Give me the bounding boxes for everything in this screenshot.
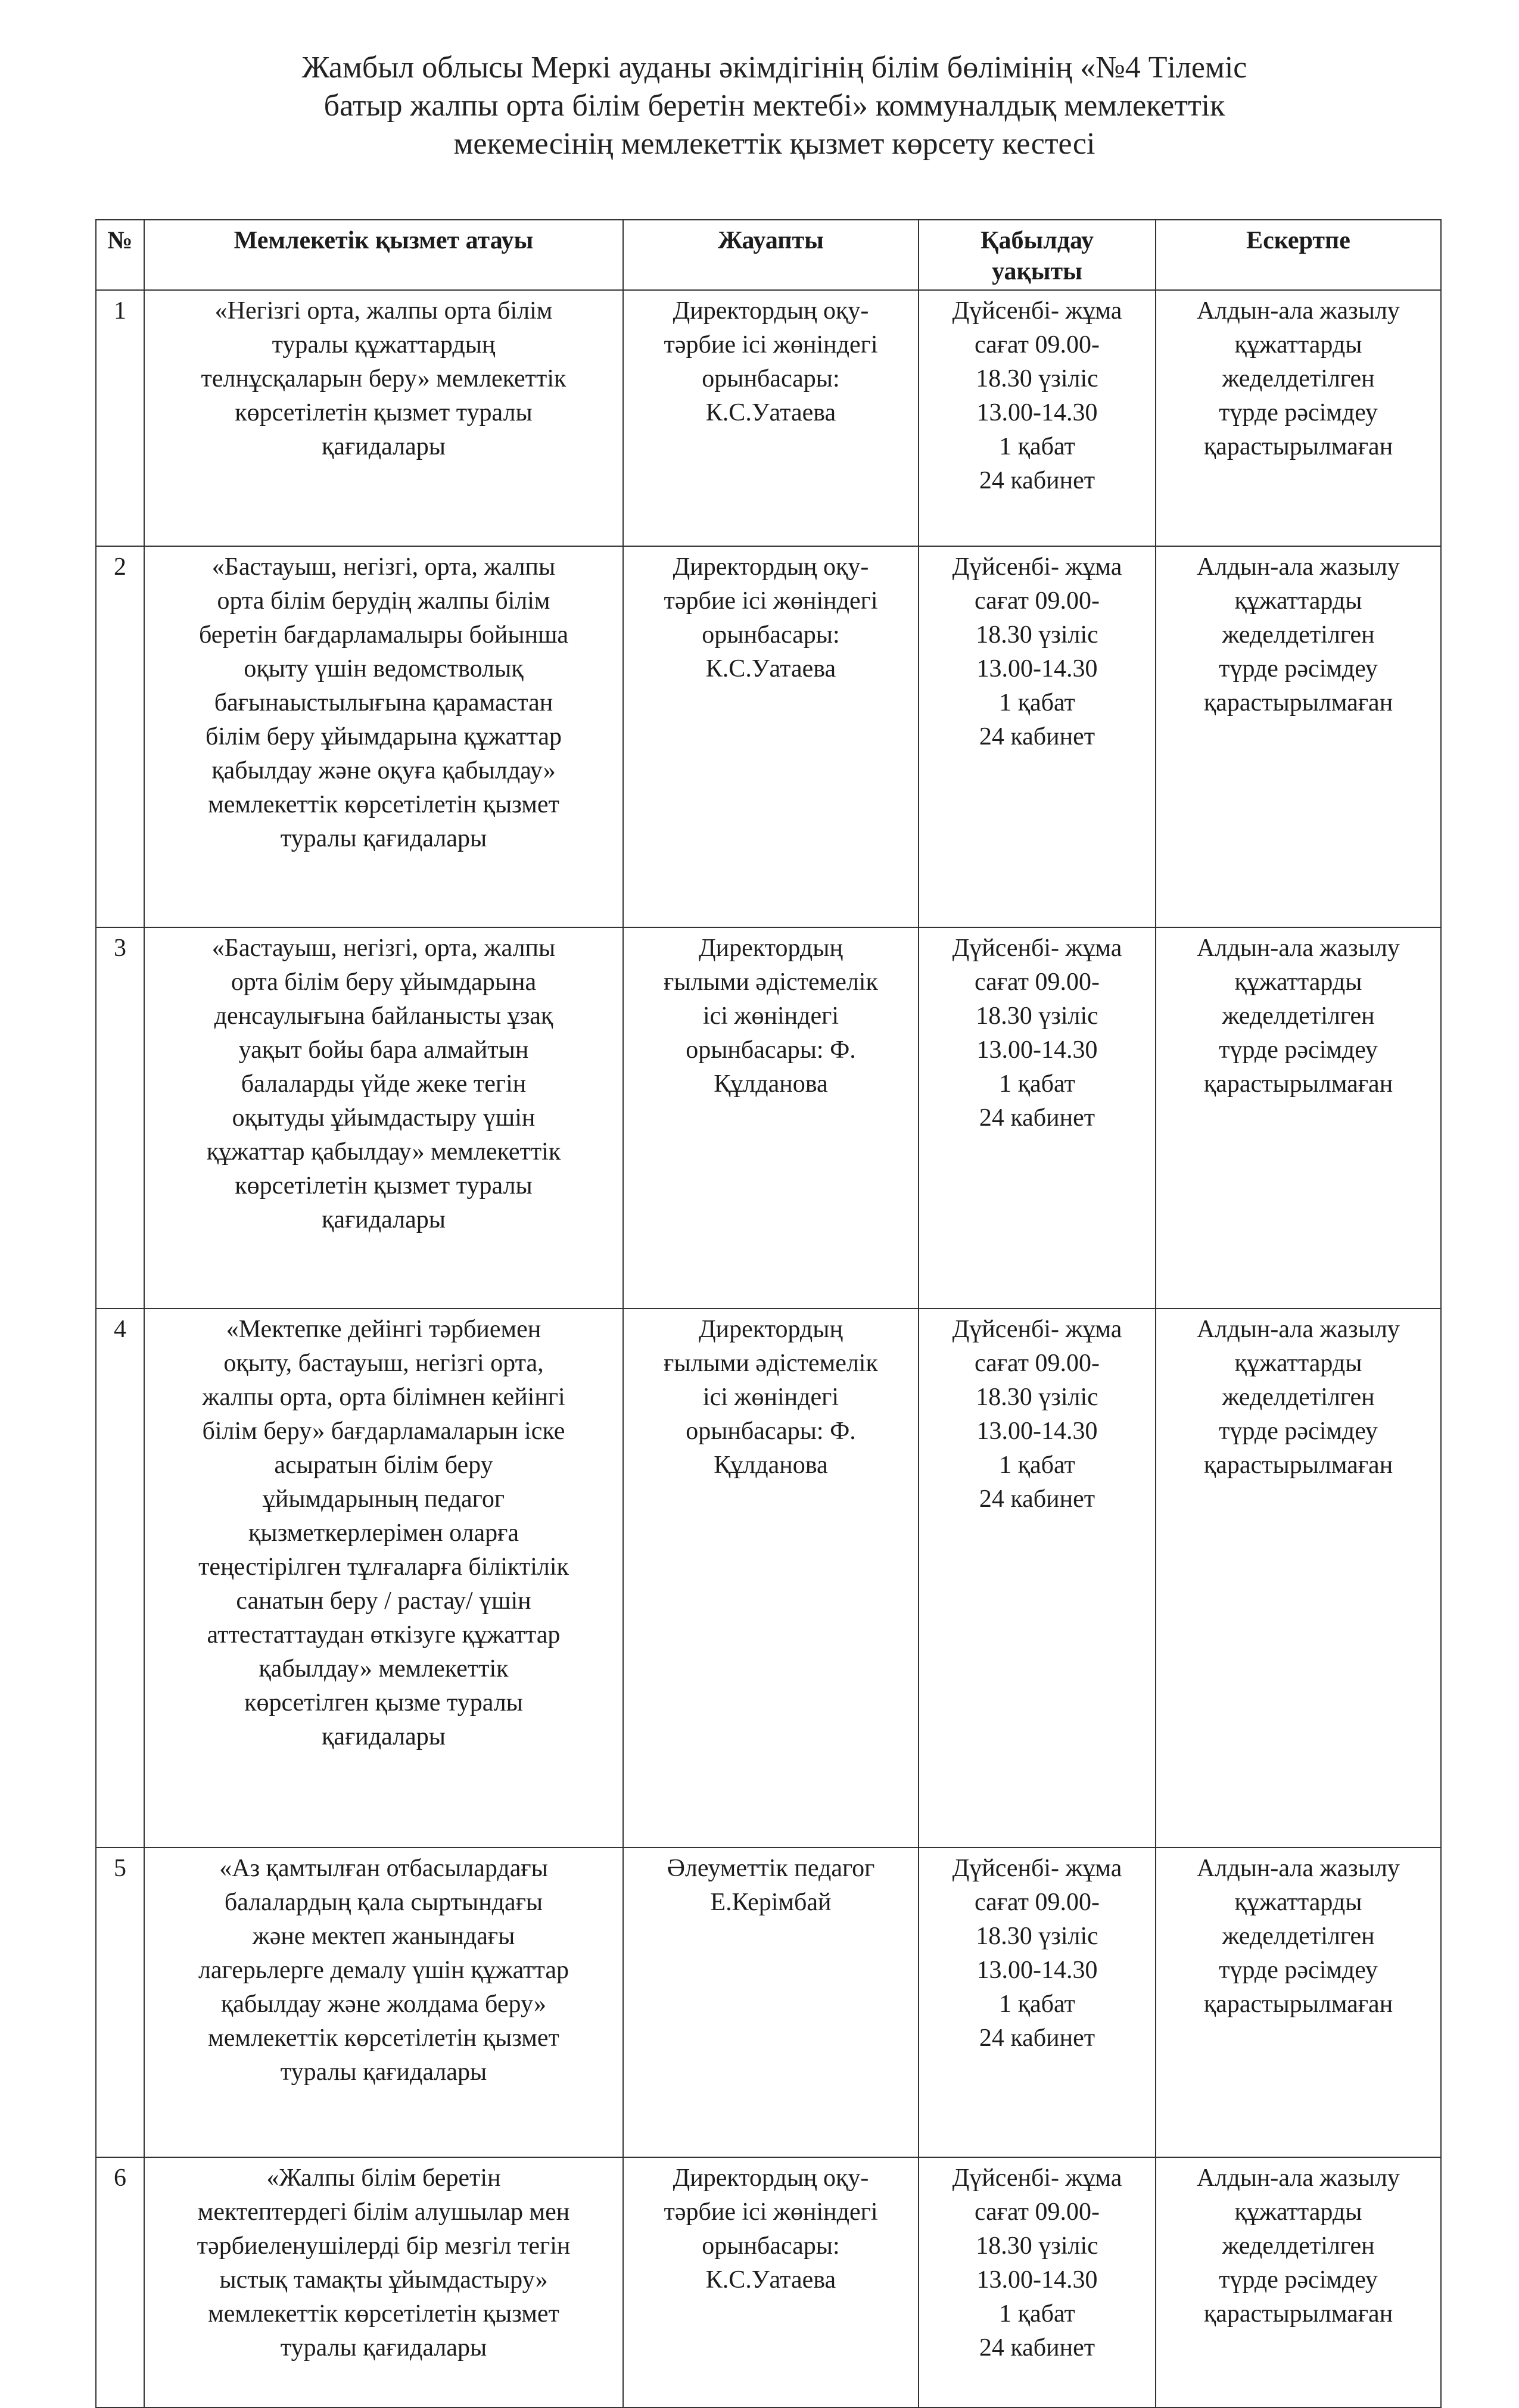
note-cell — [1156, 1309, 1441, 1848]
cell-line: Алдын-ала жазылу — [1197, 1855, 1400, 1882]
cell-line: 18.30 үзіліс — [976, 1384, 1098, 1411]
cell-line: қарастырылмаған — [1203, 1451, 1393, 1479]
cell-line: аттестаттаудан өткізуге құжаттар — [207, 1621, 561, 1649]
cell-line: оқыту, бастауыш, негізгі орта, — [223, 1350, 544, 1377]
note-cell — [1156, 290, 1441, 546]
cell-line: құжаттарды — [1234, 1889, 1362, 1916]
cell-line: орынбасары: — [702, 2232, 840, 2260]
cell-line: құжаттарды — [1234, 1350, 1362, 1377]
cell-line: қарастырылмаған — [1203, 433, 1393, 460]
note-cell — [1156, 1848, 1441, 2157]
cell-line: Дүйсенбі- жұма — [952, 2164, 1122, 2192]
cell-line: тәрбиеленушілерді бір мезгіл тегін — [197, 2232, 571, 2260]
cell-line: Дүйсенбі- жұма — [952, 1855, 1122, 1882]
document-title — [238, 49, 1311, 163]
cell-line: ыстық тамақты ұйымдастыру» — [219, 2266, 548, 2294]
cell-line: 1 қабат — [999, 433, 1075, 460]
cell-line: қарастырылмаған — [1203, 1990, 1393, 2018]
cell-line: Алдын-ала жазылу — [1197, 934, 1400, 962]
cell-line: балаларды үйде жеке тегін — [241, 1070, 527, 1098]
cell-line: білім беру ұйымдарына құжаттар — [205, 723, 562, 750]
cell-line: жалпы орта, орта білімнен кейінгі — [202, 1384, 565, 1411]
reception-time-cell — [919, 927, 1156, 1309]
cell-line: білім беру» бағдарламаларын іске — [202, 1418, 565, 1445]
cell-line: мемлекеттік көрсетілетін қызмет — [208, 791, 559, 818]
service-name-cell — [144, 927, 623, 1309]
row-number-cell: 5 — [96, 1848, 144, 2157]
cell-line: қабылдау және жолдама беру» — [220, 1990, 547, 2018]
cell-line: сағат 09.00- — [975, 2198, 1100, 2226]
note-cell — [1156, 546, 1441, 927]
cell-line: 24 кабинет — [979, 2334, 1095, 2362]
cell-line: «Мектепке дейінгі тәрбиемен — [226, 1316, 541, 1343]
cell-line: Алдын-ала жазылу — [1197, 553, 1400, 581]
cell-line: беретін бағдарламалыры бойынша — [198, 621, 569, 649]
table-body — [96, 290, 1441, 2407]
service-name-cell — [144, 1848, 623, 2157]
cell-line: жеделдетілген — [1222, 1384, 1375, 1411]
table-row — [96, 290, 1441, 546]
cell-line: ғылыми әдістемелік — [664, 1350, 878, 1377]
header-responsible: Жауапты — [623, 220, 919, 290]
cell-line: туралы қағидалары — [280, 2058, 487, 2086]
note-cell — [1156, 927, 1441, 1309]
cell-line: қарастырылмаған — [1203, 689, 1393, 717]
cell-line: Құлданова — [714, 1451, 828, 1479]
responsible-cell — [623, 927, 919, 1309]
cell-line: Әлеуметтік педагог — [667, 1855, 875, 1882]
header-line: Қабылдау — [980, 227, 1094, 254]
row-number-cell: 3 — [96, 927, 144, 1309]
cell-line: тәрбие ісі жөніндегі — [664, 587, 878, 615]
cell-line: ісі жөніндегі — [702, 1384, 839, 1411]
cell-line: құжаттар қабылдау» мемлекеттік — [206, 1138, 561, 1166]
cell-line: құжаттарды — [1234, 587, 1362, 615]
cell-line: «Аз қамтылған отбасылардағы — [219, 1855, 548, 1882]
responsible-cell — [623, 1309, 919, 1848]
cell-line: орынбасары: Ф. — [686, 1036, 856, 1064]
cell-line: бағынаыстылығына қарамастан — [214, 689, 553, 717]
cell-line: 18.30 үзіліс — [976, 365, 1098, 392]
cell-line: 13.00-14.30 — [976, 1957, 1098, 1984]
cell-line: түрде рәсімдеу — [1219, 655, 1378, 683]
row-number-cell: 4 — [96, 1309, 144, 1848]
cell-line: оқыту үшін ведомстволық — [244, 655, 524, 683]
cell-line: сағат 09.00- — [975, 331, 1100, 359]
cell-line: 1 қабат — [999, 1070, 1075, 1098]
header-note: Ескертпе — [1156, 220, 1441, 290]
service-name-cell — [144, 290, 623, 546]
cell-line: 18.30 үзіліс — [976, 2232, 1098, 2260]
title-line: батыр жалпы орта білім беретін мектебі» коммуналдық мемлекеттік — [323, 89, 1225, 123]
cell-line: Директордың оқу- — [673, 297, 869, 325]
cell-line: 24 кабинет — [979, 467, 1095, 494]
row-number-cell: 2 — [96, 546, 144, 927]
cell-line: «Жалпы білім беретін — [266, 2164, 501, 2192]
reception-time-cell — [919, 546, 1156, 927]
cell-line: жеделдетілген — [1222, 1002, 1375, 1030]
cell-line: түрде рәсімдеу — [1219, 1418, 1378, 1445]
cell-line: Директордың оқу- — [673, 2164, 869, 2192]
cell-line: Дүйсенбі- жұма — [952, 1316, 1122, 1343]
cell-line: К.С.Уатаева — [705, 655, 836, 683]
table-row — [96, 1848, 1441, 2157]
service-name-cell — [144, 1309, 623, 1848]
cell-line: сағат 09.00- — [975, 1350, 1100, 1377]
cell-line: 1 қабат — [999, 2300, 1075, 2328]
cell-line: асыратын білім беру — [274, 1451, 493, 1479]
table-row — [96, 1309, 1441, 1848]
cell-line: 1 қабат — [999, 689, 1075, 717]
responsible-cell — [623, 546, 919, 927]
table-row — [96, 546, 1441, 927]
cell-line: Директордың — [699, 1316, 843, 1343]
cell-line: сағат 09.00- — [975, 1889, 1100, 1916]
reception-time-cell — [919, 290, 1156, 546]
cell-line: қызметкерлерімен оларға — [248, 1519, 519, 1547]
cell-line: мемлекеттік көрсетілетін қызмет — [208, 2300, 559, 2328]
cell-line: және мектеп жанындағы — [252, 1923, 515, 1950]
cell-line: орынбасары: Ф. — [686, 1418, 856, 1445]
cell-line: қабылдау» мемлекеттік — [259, 1655, 509, 1683]
cell-line: балалардың қала сыртындағы — [224, 1889, 543, 1916]
cell-line: ғылыми әдістемелік — [664, 968, 878, 996]
title-line: Жамбыл облысы Меркі ауданы әкімдігінің білім бөлімінің «№4 Тілеміс — [301, 51, 1247, 85]
cell-line: туралы құжаттардың — [272, 331, 496, 359]
cell-line: 13.00-14.30 — [976, 2266, 1098, 2294]
cell-line: көрсетілетін қызмет туралы — [235, 399, 533, 426]
row-number-cell: 1 — [96, 290, 144, 546]
title-line: мекемесінің мемлекеттік қызмет көрсету кестесі — [453, 127, 1095, 161]
cell-line: Директордың — [699, 934, 843, 962]
cell-line: жеделдетілген — [1222, 621, 1375, 649]
cell-line: туралы қағидалары — [280, 825, 487, 852]
cell-line: «Бастауыш, негізгі, орта, жалпы — [211, 553, 556, 581]
header-reception-time — [919, 220, 1156, 290]
cell-line: 24 кабинет — [979, 2024, 1095, 2052]
cell-line: сағат 09.00- — [975, 587, 1100, 615]
cell-line: 18.30 үзіліс — [976, 621, 1098, 649]
cell-line: қағидалары — [322, 433, 446, 460]
cell-line: қарастырылмаған — [1203, 2300, 1393, 2328]
cell-line: денсаулығына байланысты ұзақ — [214, 1002, 553, 1030]
cell-line: лагерьлерге демалу үшін құжаттар — [198, 1957, 569, 1984]
cell-line: Директордың оқу- — [673, 553, 869, 581]
service-name-cell — [144, 546, 623, 927]
cell-line: оқытуды ұйымдастыру үшін — [232, 1104, 536, 1132]
header-service-name: Мемлекетік қызмет атауы — [144, 220, 623, 290]
cell-line: 24 кабинет — [979, 1104, 1095, 1132]
cell-line: тәрбие ісі жөніндегі — [664, 2198, 878, 2226]
cell-line: 13.00-14.30 — [976, 1418, 1098, 1445]
cell-line: түрде рәсімдеу — [1219, 399, 1378, 426]
cell-line: тәрбие ісі жөніндегі — [664, 331, 878, 359]
cell-line: 13.00-14.30 — [976, 399, 1098, 426]
cell-line: 13.00-14.30 — [976, 655, 1098, 683]
cell-line: жеделдетілген — [1222, 1923, 1375, 1950]
cell-line: 1 қабат — [999, 1990, 1075, 2018]
cell-line: Алдын-ала жазылу — [1197, 297, 1400, 325]
responsible-cell — [623, 290, 919, 546]
cell-line: 18.30 үзіліс — [976, 1923, 1098, 1950]
cell-line: орынбасары: — [702, 621, 840, 649]
cell-line: теңестірілген тұлғаларға біліктілік — [198, 1553, 569, 1581]
cell-line: мемлекеттік көрсетілетін қызмет — [208, 2024, 559, 2052]
cell-line: түрде рәсімдеу — [1219, 1036, 1378, 1064]
cell-line: Алдын-ала жазылу — [1197, 2164, 1400, 2192]
cell-line: сағат 09.00- — [975, 968, 1100, 996]
cell-line: 1 қабат — [999, 1451, 1075, 1479]
cell-line: Дүйсенбі- жұма — [952, 934, 1122, 962]
cell-line: туралы қағидалары — [280, 2334, 487, 2362]
cell-line: ұйымдарының педагог — [262, 1485, 505, 1513]
cell-line: жеделдетілген — [1222, 365, 1375, 392]
cell-line: «Бастауыш, негізгі, орта, жалпы — [211, 934, 556, 962]
responsible-cell — [623, 2157, 919, 2407]
cell-line: Құлданова — [714, 1070, 828, 1098]
note-cell — [1156, 2157, 1441, 2407]
header-line: уақыты — [992, 258, 1082, 285]
cell-line: көрсетілетін қызмет туралы — [235, 1172, 533, 1200]
cell-line: Дүйсенбі- жұма — [952, 297, 1122, 325]
cell-line: ісі жөніндегі — [702, 1002, 839, 1030]
table-row — [96, 2157, 1441, 2407]
cell-line: К.С.Уатаева — [705, 2266, 836, 2294]
service-name-cell — [144, 2157, 623, 2407]
reception-time-cell — [919, 1848, 1156, 2157]
cell-line: қабылдау және оқуға қабылдау» — [211, 757, 556, 784]
cell-line: түрде рәсімдеу — [1219, 1957, 1378, 1984]
cell-line: 24 кабинет — [979, 1485, 1095, 1513]
cell-line: құжаттарды — [1234, 968, 1362, 996]
cell-line: уақыт бойы бара алмайтын — [238, 1036, 529, 1064]
cell-line: Е.Керімбай — [710, 1889, 832, 1916]
row-number-cell: 6 — [96, 2157, 144, 2407]
cell-line: көрсетілген қызме туралы — [244, 1689, 523, 1717]
table-header-row — [96, 220, 1441, 290]
cell-line: К.С.Уатаева — [705, 399, 836, 426]
cell-line: орынбасары: — [702, 365, 840, 392]
reception-time-cell — [919, 1309, 1156, 1848]
responsible-cell — [623, 1848, 919, 2157]
cell-line: түрде рәсімдеу — [1219, 2266, 1378, 2294]
reception-time-cell — [919, 2157, 1156, 2407]
service-schedule-table — [95, 219, 1442, 2408]
cell-line: орта білім беру ұйымдарына — [231, 968, 537, 996]
cell-line: қағидалары — [322, 1206, 446, 1233]
cell-line: құжаттарды — [1234, 331, 1362, 359]
cell-line: «Негізгі орта, жалпы орта білім — [214, 297, 553, 325]
cell-line: мектептердегі білім алушылар мен — [197, 2198, 570, 2226]
table-row — [96, 927, 1441, 1309]
cell-line: телнұсқаларын беру» мемлекеттік — [201, 365, 566, 392]
cell-line: 24 кабинет — [979, 723, 1095, 750]
cell-line: санатын беру / растау/ үшін — [236, 1587, 531, 1615]
cell-line: қағидалары — [322, 1723, 446, 1750]
cell-line: 13.00-14.30 — [976, 1036, 1098, 1064]
cell-line: Дүйсенбі- жұма — [952, 553, 1122, 581]
cell-line: 18.30 үзіліс — [976, 1002, 1098, 1030]
cell-line: Алдын-ала жазылу — [1197, 1316, 1400, 1343]
cell-line: қарастырылмаған — [1203, 1070, 1393, 1098]
cell-line: жеделдетілген — [1222, 2232, 1375, 2260]
cell-line: құжаттарды — [1234, 2198, 1362, 2226]
header-number: № — [96, 220, 144, 290]
cell-line: орта білім берудің жалпы білім — [217, 587, 550, 615]
